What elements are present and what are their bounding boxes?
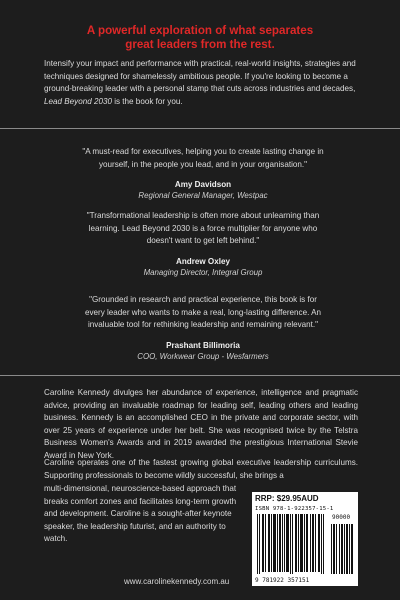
divider (0, 128, 400, 129)
testimonial (58, 294, 348, 362)
price-addon-number: 90000 (332, 514, 351, 521)
barcode-icon (255, 514, 355, 574)
intro-text: Intensify your impact and performance with practical, real-world insights, strategies and techniques designed for shamelessly ambitious people. If you're looking to become a ground-breaking leader with a personal stamp that cuts across industries and decades, (44, 59, 356, 94)
quote-text: "Grounded in research and practical experience, this book is for every leader who wants to make a real, long-lasting difference. An invaluable tool for rethinking leadership and remaining relevant." (84, 295, 322, 330)
headline: A powerful exploration of what separates great leaders from the rest. (86, 24, 314, 51)
quote-author-role: Regional General Manager, Westpac (138, 191, 268, 201)
quote-text: "A must-read for executives, helping you to create lasting change in yourself, in the people you lead, and in your organisation." (82, 147, 324, 169)
isbn-label: ISBN 978-1-922357-15-1 (255, 506, 334, 512)
barcode-number: 9 781922 357151 (255, 577, 310, 584)
testimonial (58, 146, 348, 201)
quote-author-role: COO, Workwear Group - Wesfarmers (137, 351, 269, 361)
author-bio-continued: Caroline operates one of the fastest growing global executive leadership curriculums. Supporting professionals to become wildly successful, she brings a (44, 458, 358, 480)
testimonial (58, 210, 348, 278)
website-url: www.carolinekennedy.com.au (124, 577, 230, 586)
author-bio: Caroline Kennedy divulges her abundance of experience, intelligence and pragmatic advice, providing an invaluable roadmap for leading self, leading others and leading business. Kennedy is an accomplished CEO in the private and corporate sector, with over 25 years of experience under her belt. She was recognised twice by the Telstra Business Women's Awards and in 2019 awarded the prestigious International Stevie Award in New York. (44, 388, 358, 460)
divider (0, 375, 400, 376)
quote-author-name: Amy Davidson (174, 180, 232, 190)
intro-suffix: is the book for you. (111, 96, 183, 106)
quote-author-name: Andrew Oxley (176, 256, 230, 266)
quote-text: "Transformational leadership is often more about unlearning than learning. Lead Beyond 2030 is a force multiplier for anyone who doesn't want to get left behind." (86, 211, 320, 246)
quote-author-role: Managing Director, Integral Group (143, 267, 263, 277)
author-bio-continued-rest: multi-dimensional, neuroscience-based approach that breaks comfort zones and facilitates long-term growth and development. Caroline is a sought-after keynote speaker, the leadership futurist, and an authority to watch. (44, 484, 237, 544)
intro-paragraph (44, 58, 358, 108)
price-label: RRP: $29.95AUD (255, 494, 319, 503)
intro-book-title: Lead Beyond 2030 (44, 96, 112, 106)
quote-author-name: Prashant Billimoria (166, 340, 240, 350)
barcode-label (252, 492, 358, 586)
